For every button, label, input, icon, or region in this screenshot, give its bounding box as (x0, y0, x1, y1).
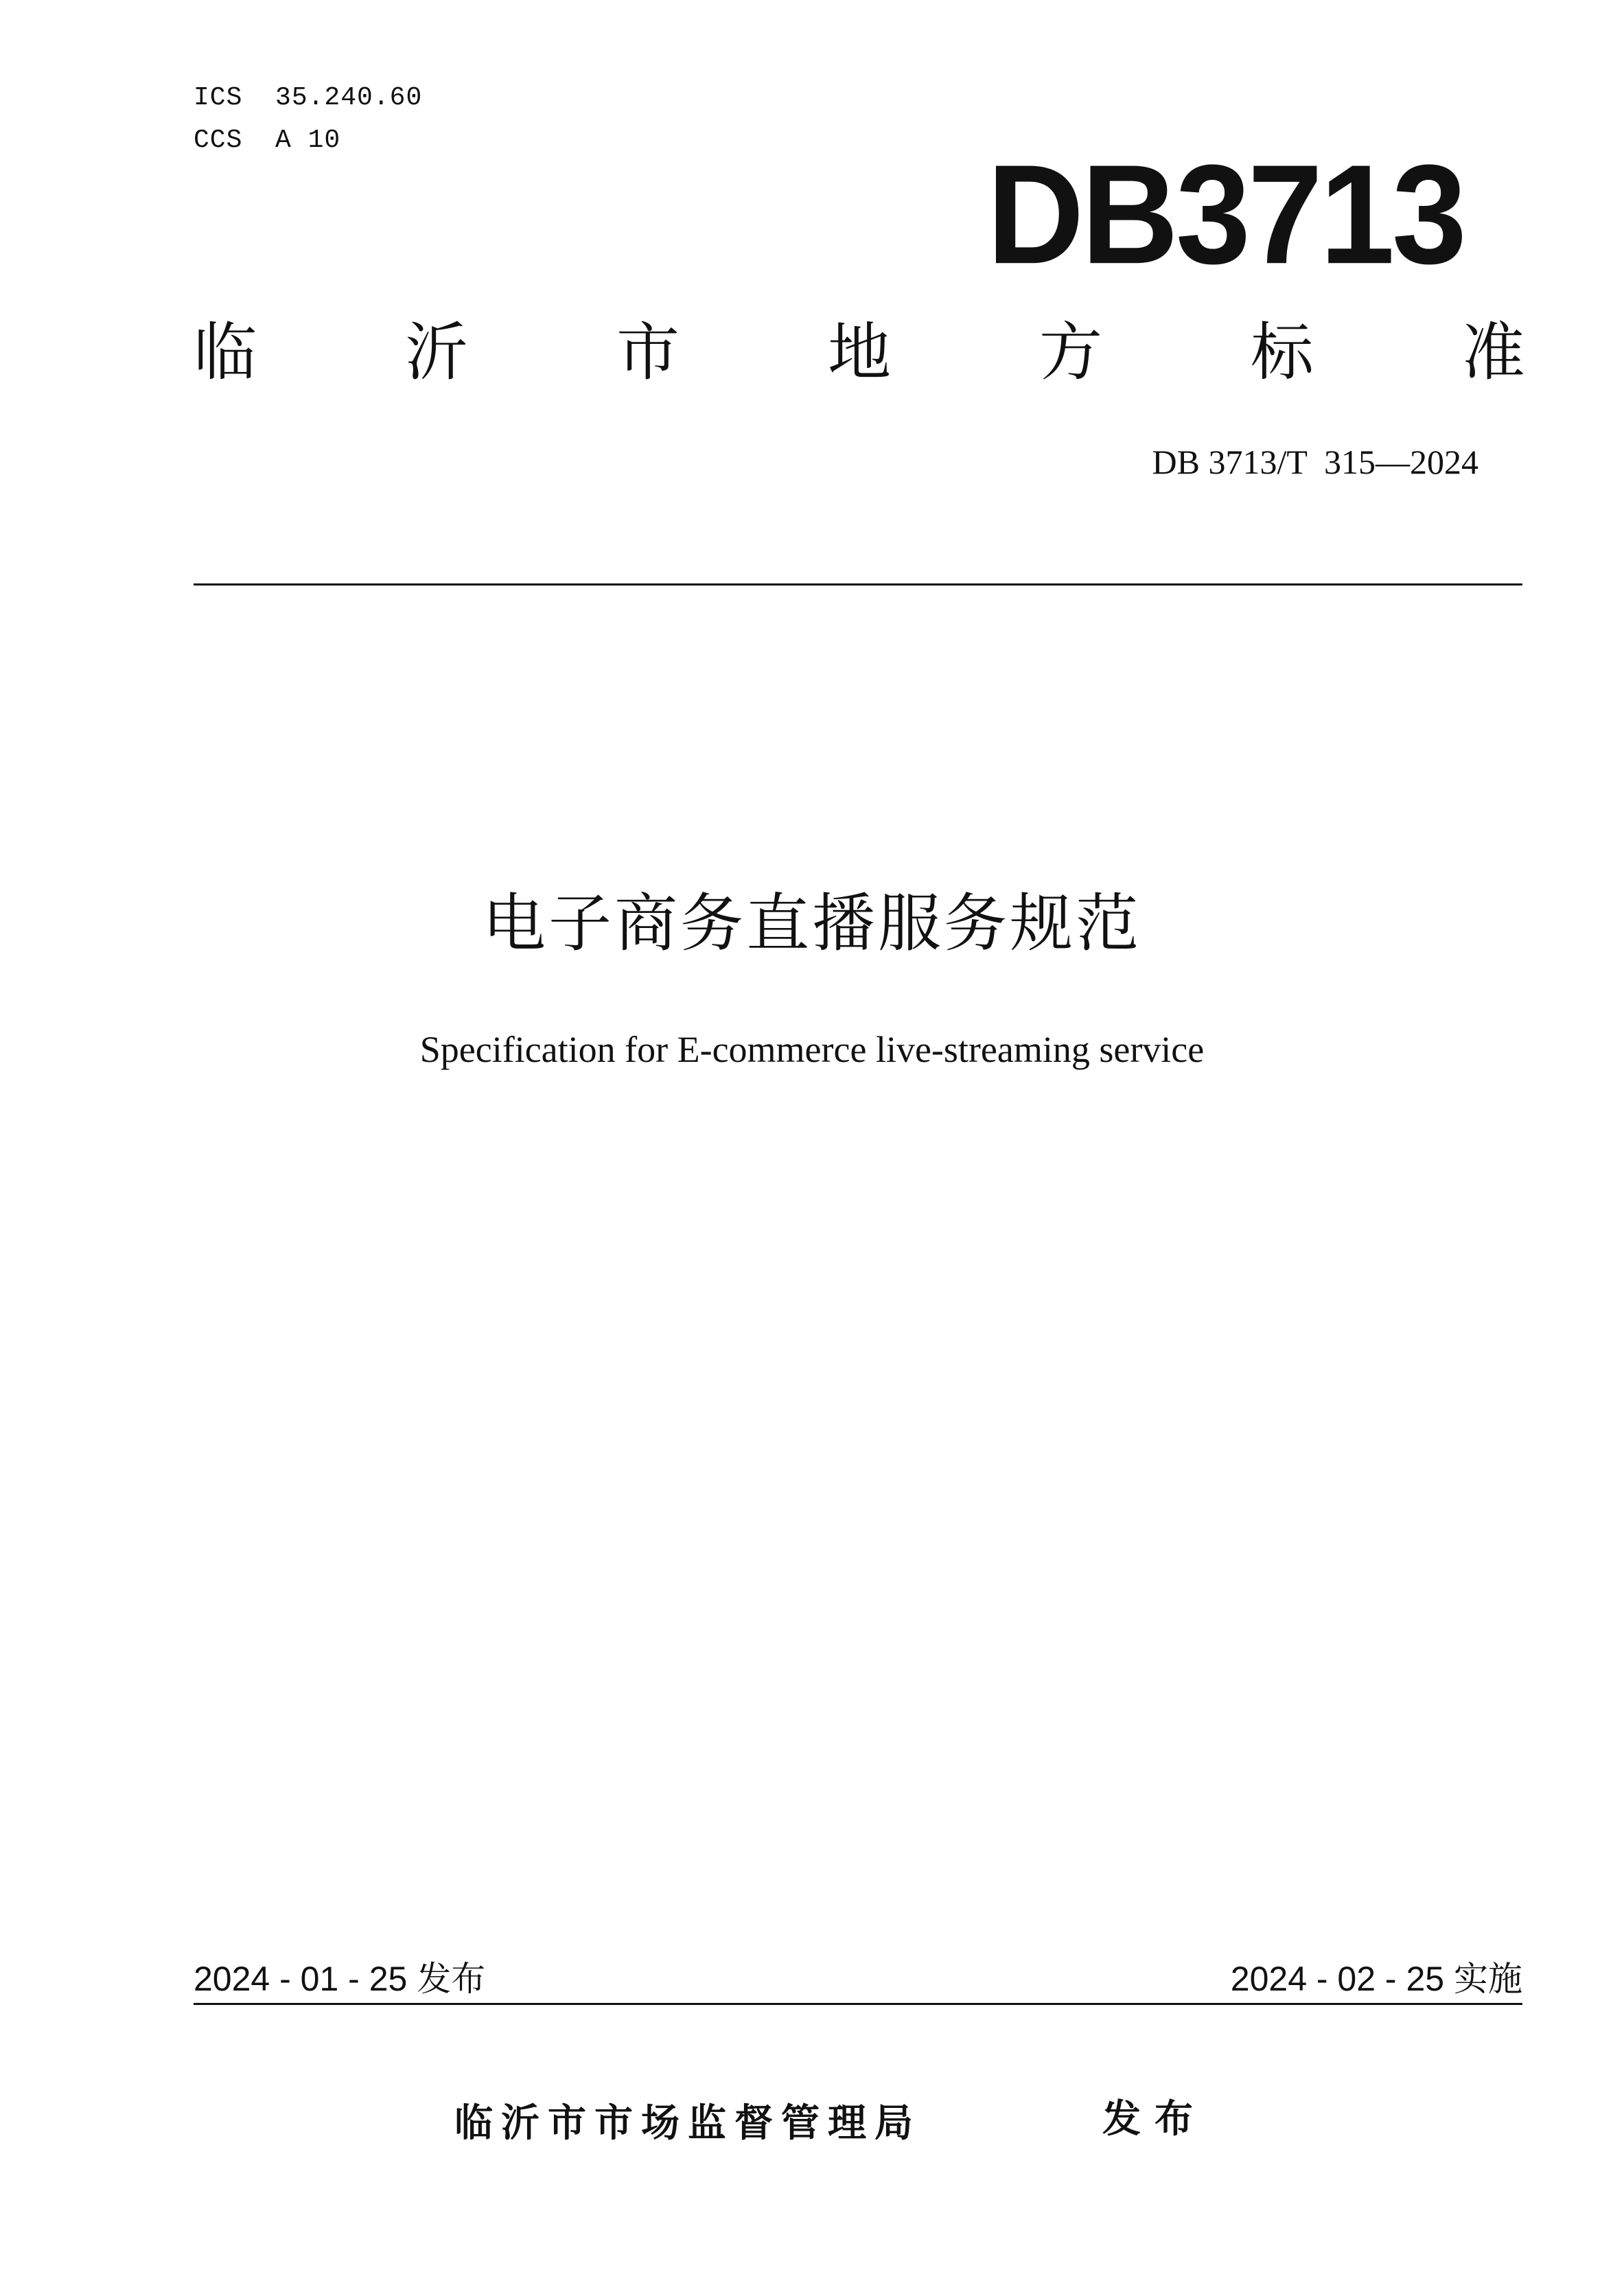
implementation-date: 2024 - 02 - 25 实施 (1230, 1960, 1522, 1998)
standard-type-char: 市 (616, 316, 680, 389)
standard-type-char: 标 (1250, 316, 1314, 389)
issue-label: 发布 (1102, 2097, 1207, 2142)
release-date: 2024 - 01 - 25 发布 (194, 1960, 486, 1998)
document-title-english: Specification for E-commerce live-streaming service (419, 1029, 1205, 1070)
ics-code: ICS 35.240.60 (194, 83, 423, 113)
standard-type-char: 临 (194, 316, 257, 389)
document-title-chinese: 电子商务直播服务规范 (482, 887, 1141, 960)
standard-type-char: 方 (1039, 316, 1102, 389)
issuer-name: 临沂市市场监督管理局 (454, 2101, 921, 2146)
standard-type-char: 准 (1461, 316, 1525, 389)
standard-type-char: 地 (827, 316, 891, 389)
standard-code-logo: DB3713 (986, 135, 1464, 294)
standard-number: DB 3713/T 315—2024 (1152, 443, 1478, 481)
bottom-divider (194, 2003, 1522, 2005)
ccs-code: CCS A 10 (194, 126, 341, 155)
standard-type-char: 沂 (404, 316, 468, 389)
top-divider (194, 583, 1522, 585)
standard-type-heading (194, 316, 1525, 389)
